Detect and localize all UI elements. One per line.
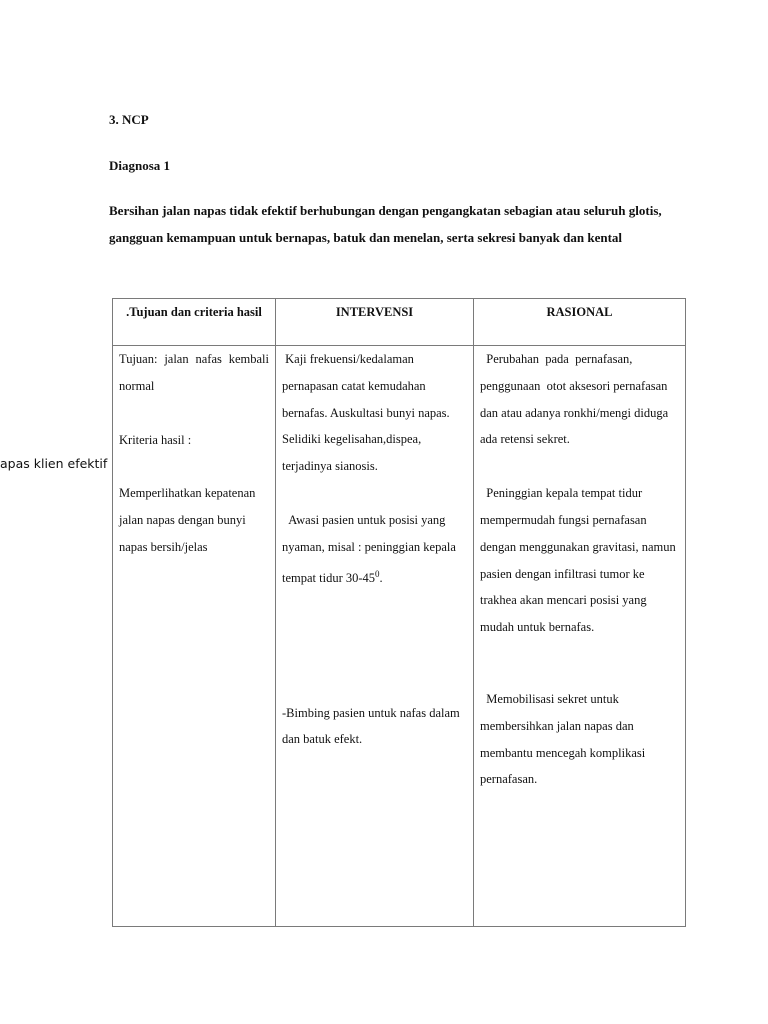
intervention-2 (282, 507, 467, 592)
intervention-3: -Bimbing pasien untuk nafas dalam dan batuk efekt. (282, 705, 460, 747)
criteria-label: Kriteria hasil : (119, 432, 192, 447)
header-tujuan: .Tujuan dan criteria hasil (113, 299, 276, 346)
degree-superscript: 0 (375, 568, 380, 579)
goal-text: Tujuan: jalan nafas kembali normal (119, 352, 269, 393)
header-intervensi: INTERVENSI (276, 299, 474, 346)
ncp-table (112, 298, 686, 927)
cell-rasional (474, 346, 686, 927)
intervention-1: Kaji frekuensi/kedalaman pernapasan catat kemudahan bernafas. Auskultasi bunyi napas. Selidiki kegelisahan,dispea, terjadinya sianosis. (282, 352, 453, 474)
intervention-2-text: Awasi pasien untuk posisi yang nyaman, misal : peninggian kepala tempat tidur 30-45 (282, 512, 460, 585)
rationale-1: Perubahan pada pernafasan, penggunaan otot aksesori pernafasan dan atau adanya ronkhi/mengi diduga ada retensi sekret. (480, 352, 672, 447)
rationale-2: Peninggian kepala tempat tidur mempermudah fungsi pernafasan dengan menggunakan gravitasi, namun pasien dengan infiltrasi tumor ke trakhea akan mencari posisi yang mudah untuk bernafas. (480, 486, 679, 635)
cell-tujuan (113, 346, 276, 927)
overflow-fragment-text: apas klien efektif (0, 456, 108, 471)
cell-intervensi (276, 346, 474, 927)
table-header-row (113, 299, 686, 346)
diagnosis-statement: Bersihan jalan napas tidak efektif berhubungan dengan pengangkatan sebagian atau seluruh glotis, gangguan kemampuan untuk bernapas, batuk dan menelan, serta sekresi banyak dan kental (109, 203, 662, 245)
intervention-2-end: . (379, 570, 383, 585)
diagnosis-title: Diagnosa 1 (109, 158, 171, 173)
section-title: 3. NCP (109, 112, 149, 127)
criteria-text: Memperlihatkan kepatenan jalan napas dengan bunyi napas bersih/jelas (119, 486, 256, 554)
table-row (113, 346, 686, 927)
header-rasional: RASIONAL (474, 299, 686, 346)
rationale-3: Memobilisasi sekret untuk membersihkan jalan napas dan membantu mencegah komplikasi pernafasan. (480, 691, 649, 787)
